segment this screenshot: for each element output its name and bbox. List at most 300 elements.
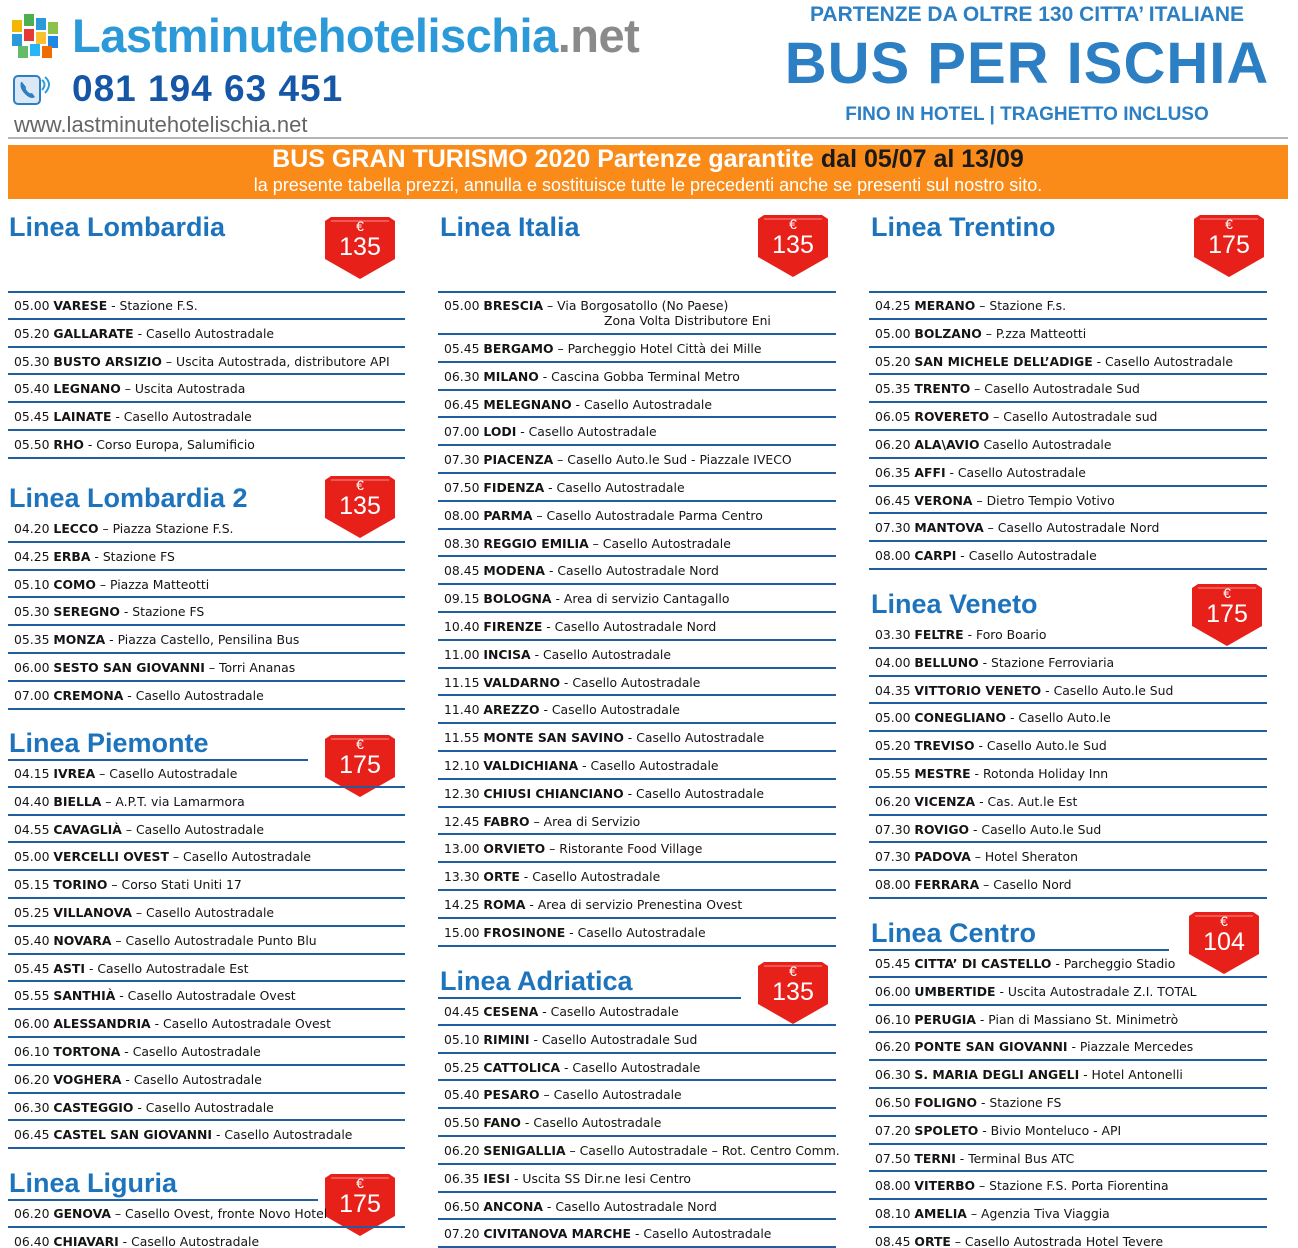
stop-detail: - Stazione Ferroviaria [978,654,1115,670]
stop-city: CASTEL SAN GIOVANNI [53,1127,213,1143]
stop-city: BOLZANO [914,325,982,341]
stop-city: REGGIO EMILIA [483,535,589,551]
stop-time: 05.45 [875,956,915,971]
stop-time: 15.00 [444,924,484,940]
line-title-linea-lombardia: Linea Lombardia [9,212,226,242]
stop-city: ERBA [53,548,91,564]
stop-row [869,1200,1267,1228]
banner-headline: BUS GRAN TURISMO 2020 Partenze garantite [272,145,814,173]
stop-city: TORINO [53,877,108,893]
stop-city: VALDARNO [483,674,560,690]
stop-detail: - Casello Autostradale Sud [529,1031,698,1047]
stop-row [869,348,1267,376]
stop-detail: - Casello Autostradale [578,758,719,773]
stop-detail: – Casello Autostradale Nord [983,520,1160,536]
line-title-linea-liguria: Linea Liguria [9,1168,178,1198]
stop-detail: - Cascina Gobba Terminal Metro [538,368,740,384]
stop-time: 07.30 [875,821,915,837]
stop-row [869,542,1267,570]
stop-city: FABRO [483,813,530,829]
stop-city: NOVARA [53,932,112,948]
stop-city: PADOVA [914,849,971,865]
stop-city: FIRENZE [483,619,543,634]
stop-detail: - Casello Autostradale [118,1233,260,1248]
stop-row [438,292,836,335]
stop-detail: - Stazione FS [977,1095,1062,1110]
tagline-sub: FINO IN HOTEL | TRAGHETTO INCLUSO [845,104,1209,125]
stop-detail: - Casello Autostradale [631,1226,772,1242]
stop-row [869,1117,1267,1145]
stop-row [869,1033,1267,1061]
stop-detail: – Torri Ananas [204,660,296,675]
stop-city: RHO [53,437,84,452]
stop-time: 06.00 [875,983,915,999]
stop-city: ORTE [483,869,520,885]
stop-time: 04.25 [875,298,915,313]
line-title-linea-centro: Linea Centro [871,918,1037,948]
stop-row [8,1121,405,1149]
stop-row [8,626,405,654]
price-amount: 135 [339,233,381,261]
stop-time: 05.00 [875,325,915,341]
stop-city: BERGAMO [483,341,554,356]
stop-detail: - Casello Autostradale [539,702,680,718]
stop-time: 04.00 [875,654,915,670]
stop-row [8,320,405,348]
stop-detail: – Casello Autostradale Parma Centro [532,507,763,523]
stop-row [8,598,405,626]
stop-row [8,543,405,571]
stop-row [438,1137,840,1165]
stop-row [869,403,1267,431]
stop-detail: - Casello Autostradale Nord [545,563,719,579]
stop-city: FELTRE [914,627,964,642]
stop-row [869,677,1267,705]
stop-row [438,919,836,947]
stop-detail: - Casello Autostradale [956,548,1097,564]
stop-time: 07.50 [875,1150,915,1166]
stop-time: 06.20 [875,1039,915,1055]
stop-detail: – Casello Autostradale Punto Blu [111,932,317,948]
stop-row [438,696,836,724]
stop-time: 06.40 [14,1233,54,1248]
stop-time: 11.55 [444,730,484,746]
stop-time: 06.05 [875,409,915,425]
stop-detail: - Terminal Bus ATC [955,1150,1075,1166]
stop-time: 05.25 [444,1059,484,1075]
banner-dates: dal 05/07 al 13/09 [820,145,1024,173]
stop-detail: – Parcheggio Hotel Città dei Mille [553,341,762,356]
stop-detail: – Casello Autostradale sud [989,409,1158,425]
brand-logo-text [72,6,639,66]
stop-detail: – P.zza Matteotti [981,325,1087,341]
stop-detail: – Dietro Tempio Votivo [972,492,1115,508]
stop-time: 09.15 [444,591,484,607]
stop-time: 04.25 [14,548,54,564]
stop-row [869,375,1267,403]
stop-detail: – Casello Autostradale [131,905,275,920]
stop-time: 11.40 [444,702,484,718]
stop-city: MODENA [483,563,545,579]
stop-time: 04.40 [14,793,54,809]
stop-time: 06.10 [14,1044,54,1059]
stop-detail: - Casello Autostradale [1092,353,1234,369]
stop-time: 08.00 [875,548,915,564]
stop-row [8,760,405,788]
stop-detail: – Stazione F.s. [975,298,1067,313]
stop-row [869,1089,1267,1117]
stop-row [438,752,836,780]
stop-row [8,899,405,927]
stop-time: 05.55 [875,766,915,781]
stop-row [8,1066,405,1094]
stop-detail: – Area di Servizio [529,813,641,829]
stop-detail: - Casello Autostradale [133,325,275,341]
stop-time: 06.00 [14,1016,54,1032]
stop-detail: - Casello Auto.le Sud [1041,682,1174,698]
stop-time: 12.30 [444,785,484,801]
stop-row [869,459,1267,487]
stop-detail: - Casello Autostradale [945,464,1086,480]
stop-time: 05.30 [14,353,54,369]
stop-time: 06.45 [14,1127,54,1143]
stop-row [8,1200,405,1228]
stop-detail: - Casello Autostradale [544,480,685,495]
stop-time: 06.20 [875,793,915,809]
stop-city: SESTO SAN GIOVANNI [53,660,205,675]
stop-row [438,1165,836,1193]
stop-detail: - Casello Autostradale [560,1059,701,1075]
stop-row [8,292,405,320]
stop-city: CREMONA [53,687,124,703]
stop-city: ANCONA [483,1198,543,1214]
line-title-linea-italia: Linea Italia [440,212,580,242]
stop-time: 05.20 [14,325,54,341]
stop-row [869,1061,1267,1089]
stop-detail: - Foro Boario [963,627,1047,642]
stop-city: CONEGLIANO [914,710,1007,726]
stop-time: 04.15 [14,766,54,781]
stop-row [438,335,836,363]
stop-time: 05.35 [875,381,915,397]
banner-note: la presente tabella prezzi, annulla e sostituisce tutte le precedenti anche se presenti sul nostro sito. [253,175,1043,195]
stop-detail: - Casello Autostradale [520,1115,662,1131]
stop-time: 13.00 [444,841,484,857]
headline-bus-per-ischia: BUS PER ISCHIA [784,31,1270,96]
currency-symbol: € [789,216,797,232]
stop-time: 06.35 [875,464,915,480]
stop-detail: - Casello Autostradale [565,924,706,940]
stop-time: 05.10 [14,576,54,592]
stop-detail: - Casello Autostradale [516,424,657,440]
stop-row [869,292,1267,320]
stop-detail: – Casello Autostradale Sud [970,381,1140,397]
currency-symbol: € [356,218,364,234]
stop-city: CATTOLICA [483,1059,561,1075]
stop-time: 06.30 [875,1067,915,1083]
page-header [0,0,1298,142]
stop-row [869,732,1267,760]
stop-time: 07.00 [14,687,54,703]
stop-row [438,585,836,613]
stop-row [869,950,1267,978]
price-amount: 135 [772,978,814,1006]
stop-time: 04.45 [444,1004,484,1019]
stop-row [438,1081,836,1109]
stop-detail: - Casello Autostradale [538,1004,679,1019]
stop-city: MONTE SAN SAVINO [483,730,624,746]
stop-row [8,843,405,871]
stop-detail: – A.P.T. via Lamarmora [101,793,245,809]
stop-detail: - Stazione FS [119,604,205,620]
stop-detail: - Hotel Antonelli [1079,1067,1183,1083]
stop-time: 04.20 [14,521,54,536]
stop-row [8,871,405,899]
stop-row [869,320,1267,348]
stop-time: 12.10 [444,758,484,773]
stop-time: 11.15 [444,674,484,690]
stop-time: 04.35 [875,682,915,698]
stop-city: LAINATE [53,409,112,425]
stop-city: CITTA’ DI CASTELLO [914,956,1052,971]
stop-row [869,978,1267,1006]
stop-time: 07.30 [875,520,915,536]
stop-time: 05.15 [14,877,54,893]
stop-city: IESI [483,1170,511,1186]
currency-symbol: € [356,736,364,752]
stop-detail: - Casello Autostradale [133,1099,274,1115]
stop-detail: - Cas. Aut.le Est [975,793,1078,809]
stop-time: 13.30 [444,869,484,885]
stop-city: AFFI [914,464,946,480]
stop-time: 10.40 [444,619,484,634]
stop-detail: - Area di servizio Prenestina Ovest [525,897,743,912]
stop-city: FOLIGNO [914,1095,977,1110]
stop-city: ROVERETO [914,409,990,425]
stop-detail: - Casello Autostradale Ovest [115,988,296,1004]
stop-city: VITERBO [914,1178,976,1194]
stop-detail: - Casello Autostradale [519,869,661,885]
stop-row [438,1109,836,1137]
stop-detail: - Casello Autostradale [123,687,264,703]
stop-city: FROSINONE [483,924,566,940]
stop-time: 07.20 [444,1226,484,1242]
stop-row [869,788,1267,816]
tagline-top: PARTENZE DA OLTRE 130 CITTA’ ITALIANE [809,3,1245,26]
stop-time: 08.45 [444,563,484,579]
stop-detail-extra: Zona Volta Distributore Eni [604,313,771,328]
stop-time: 05.00 [14,298,54,313]
stop-row [8,955,405,983]
stop-row [438,1193,836,1221]
stop-detail: – Ristorante Food Village [545,841,703,857]
stop-detail: - Casello Autostradale [623,785,765,801]
stop-time: 05.40 [444,1087,484,1103]
stop-row [869,704,1267,732]
stop-city: MANTOVA [914,520,984,536]
stop-row [869,1145,1267,1173]
stop-city: VERONA [914,492,973,508]
stop-city: PARMA [483,507,533,523]
stop-city: VERCELLI OVEST [53,849,169,865]
stop-row [869,1228,1267,1248]
stop-detail: - Casello Autostradale Nord [542,619,717,634]
stop-city: BRESCIA [483,298,544,313]
price-badge-linea-trentino [1192,215,1266,277]
stop-city: RIMINI [483,1031,530,1047]
stop-time: 05.45 [14,409,54,425]
stop-row [8,375,405,403]
stop-time: 08.00 [875,877,915,893]
stop-row [438,557,836,585]
price-badge-linea-italia [756,215,830,277]
currency-symbol: € [1220,913,1228,929]
price-amount: 175 [1208,231,1250,259]
currency-symbol: € [1225,216,1233,232]
stop-time: 06.20 [444,1143,484,1158]
stop-detail: - Piazzale Mercedes [1067,1039,1194,1055]
stop-detail: - Uscita Autostradale Z.I. TOTAL [995,983,1197,999]
stop-row [438,641,836,669]
stop-row [869,843,1267,871]
stop-row [438,363,836,391]
stop-city: PESARO [483,1087,540,1103]
line-title-linea-lombardia-2: Linea Lombardia 2 [9,483,248,513]
stop-detail: - Casello Auto.le Sud [974,738,1107,754]
stop-detail: – Casello Autostradale [121,821,264,837]
line-title-linea-veneto: Linea Veneto [871,589,1038,619]
stop-detail: – Casello Auto.le Sud - Piazzale IVECO [553,452,792,468]
stop-city: SANTHIÀ [53,988,116,1004]
stop-time: 08.00 [444,507,484,523]
phone-icon [12,72,52,108]
stop-time: 05.00 [14,849,54,865]
currency-symbol: € [1223,585,1231,601]
stop-city: ROVIGO [914,821,970,837]
line-title-linea-piemonte: Linea Piemonte [9,728,209,758]
stop-city: IVREA [53,766,96,781]
stop-detail: – Casello Autostradale [588,535,731,551]
stop-detail: - Uscita SS Dir.ne Iesi Centro [510,1170,692,1186]
stop-detail: – Uscita Autostrada [120,381,246,397]
stop-row [438,1026,836,1054]
stop-detail: - Bivio Monteluco - API [978,1122,1122,1138]
stop-city: CARPI [914,548,957,564]
stop-row [8,1094,405,1122]
stop-time: 06.45 [444,396,484,412]
stop-time: 07.00 [444,424,484,440]
stop-row [438,780,836,808]
stop-time: 05.10 [444,1031,484,1047]
stop-row [438,891,836,919]
stop-detail: - Casello Autostradale [530,646,671,662]
stop-detail: - Casello Autostradale Ovest [150,1016,331,1032]
stop-time: 07.30 [444,452,484,468]
orange-banner [8,145,1288,199]
stop-row [8,816,405,844]
stop-city: INCISA [483,646,531,662]
stop-detail: – Casello Autostradale [168,849,312,865]
stop-detail: – Uscita Autostrada, distributore API [161,353,390,369]
stop-list-top-rule [869,291,1267,293]
stop-time: 05.00 [875,710,915,726]
stop-city: TERNI [914,1150,956,1166]
stop-time: 05.00 [444,298,484,313]
stop-time: 06.20 [14,1206,54,1221]
stop-row [8,431,405,459]
stop-time: 03.30 [875,627,915,642]
stop-city: FIDENZA [483,480,545,495]
stop-row [438,669,836,697]
stop-row [438,502,836,530]
stop-city: VICENZA [914,793,976,809]
stop-time: 06.20 [14,1071,54,1087]
logo-mosaic-icon [12,14,70,56]
stop-row [869,1006,1267,1034]
stop-row [438,391,836,419]
stop-city: ORVIETO [483,841,546,857]
stop-time: 05.55 [14,988,54,1004]
stop-detail: - Casello Autostradale [559,674,701,690]
stop-time: 06.30 [14,1099,54,1115]
stop-city: BUSTO ARSIZIO [53,353,162,369]
stop-time: 04.55 [14,821,54,837]
stop-row [438,446,836,474]
stop-time: 05.40 [14,932,54,948]
price-amount: 175 [1206,600,1248,628]
phone-number[interactable]: 081 194 63 451 [72,68,344,109]
stop-detail: - Stazione FS [90,548,175,564]
stop-city: MERANO [914,298,976,313]
stop-city: VOGHERA [53,1071,122,1087]
banner-headline-row [8,145,1288,174]
stop-row [8,1010,405,1038]
stop-row [438,1220,836,1248]
stop-row [438,835,836,863]
stop-time: 05.20 [875,738,915,754]
stop-city: LEGNANO [53,381,121,397]
stop-detail: - Casello Autostradale [111,409,252,425]
stop-detail: - Rotonda Holiday Inn [970,766,1109,781]
stop-time: 07.30 [875,849,915,865]
stop-city: VARESE [53,298,108,313]
stop-city: PIACENZA [483,452,554,468]
stop-time: 06.45 [875,492,915,508]
stop-row [438,808,836,836]
stop-time: 05.25 [14,905,54,920]
brand-part-1: Lastminute [72,9,318,62]
stop-row [869,1172,1267,1200]
stop-row [8,982,405,1010]
stop-time: 14.25 [444,897,484,912]
stop-city: COMO [53,576,96,592]
stop-time: 06.00 [14,660,54,675]
stop-city: VILLANOVA [53,905,132,920]
stop-city: MONZA [53,632,106,648]
stop-city: ALESSANDRIA [53,1016,151,1032]
stop-detail: - Stazione F.S. [107,298,198,313]
stop-city: PERUGIA [914,1011,976,1027]
stop-city: GALLARATE [53,325,134,341]
stop-city: SPOLETO [914,1122,979,1138]
stop-city: CIVITANOVA MARCHE [483,1226,632,1242]
stop-row [869,649,1267,677]
stop-detail: – Piazza Matteotti [95,576,210,592]
stop-city: AMELIA [914,1206,967,1222]
website-url[interactable]: www.lastminutehotelischia.net [14,112,308,137]
stop-detail: – Casello Autostrada Hotel Tevere [950,1234,1164,1248]
stop-row [438,530,836,558]
